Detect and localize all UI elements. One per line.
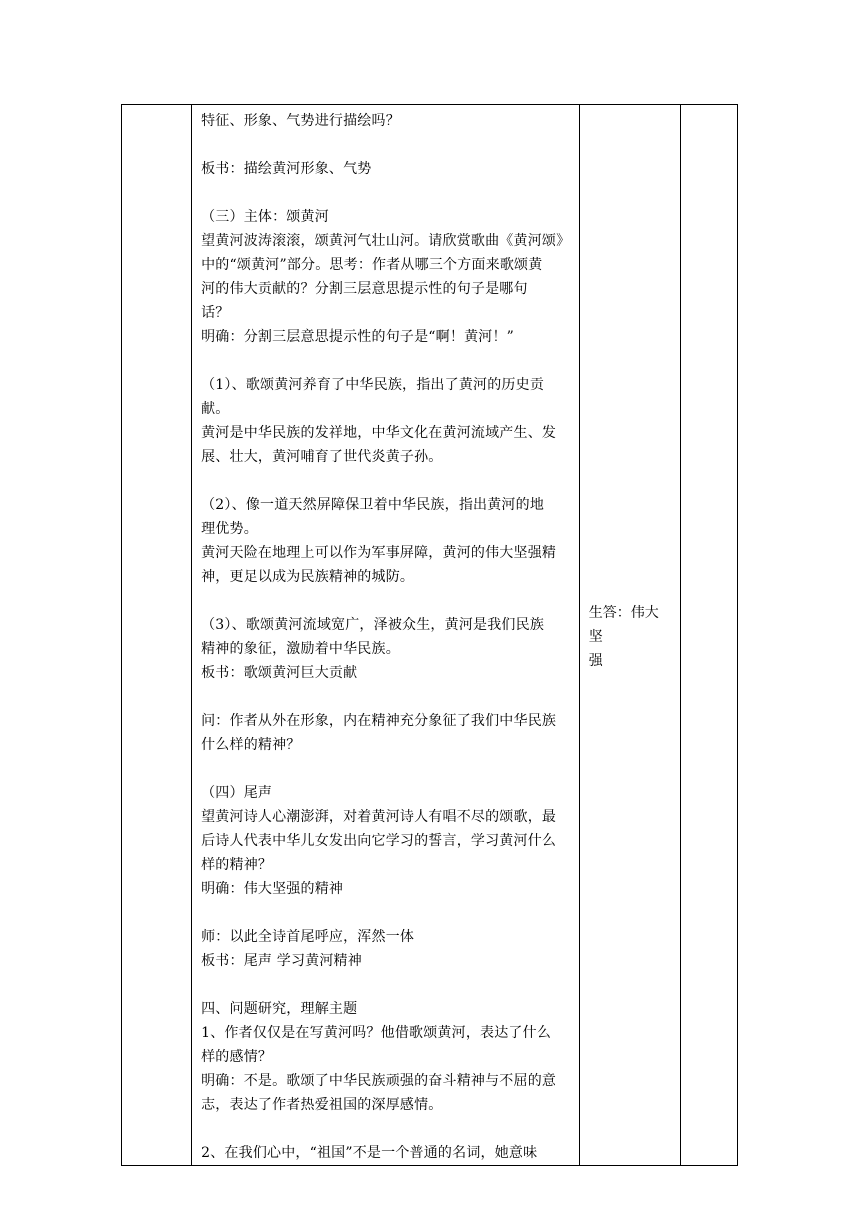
blank-line	[201, 349, 573, 373]
content-line: 1、作者仅仅是在写黄河吗？他借歌颂黄河，表达了什么	[201, 1025, 552, 1041]
student-answer-line: 生答：伟大坚	[588, 605, 659, 645]
blank-line	[201, 901, 573, 925]
blank-line	[201, 1117, 573, 1141]
blank-line	[201, 685, 573, 709]
content-line: 特征、形象、气势进行描绘吗？	[201, 113, 400, 129]
content-line: （2）、像一道天然屏障保卫着中华民族，指出黄河的地	[201, 497, 545, 513]
content-line: 献。	[201, 401, 230, 417]
content-line: 明确：分割三层意思提示性的句子是“啊！黄河！”	[201, 329, 515, 345]
content-line: 明确：不是。歌颂了中华民族顽强的奋斗精神与不屈的意	[201, 1073, 557, 1089]
content-line: 望黄河波涛滚滚，颂黄河气壮山河。请欣赏歌曲《黄河颂》	[201, 233, 571, 249]
content-line: 理优势。	[201, 521, 258, 537]
content-line: 师：以此全诗首尾呼应，浑然一体	[201, 929, 415, 945]
content-line: 后诗人代表中华儿女发出向它学习的誓言，学习黄河什么	[201, 833, 557, 849]
content-line: 样的精神？	[201, 857, 273, 873]
content-line: 话？	[201, 305, 230, 321]
student-answer-line: 强	[588, 653, 603, 669]
content-line: 展、壮大，黄河哺育了世代炎黄子孙。	[201, 449, 443, 465]
content-line: 明确：伟大坚强的精神	[201, 881, 344, 897]
content-line: 板书：歌颂黄河巨大贡献	[201, 665, 358, 681]
content-line: 板书：描绘黄河形象、气势	[201, 161, 372, 177]
section-heading: （三）主体：颂黄河	[201, 209, 329, 225]
content-line: 什么样的精神？	[201, 737, 301, 753]
content-line: 黄河是中华民族的发祥地，中华文化在黄河流域产生、发	[201, 425, 557, 441]
content-line: 志，表达了作者热爱祖国的深厚感情。	[201, 1097, 443, 1113]
blank-line	[201, 973, 573, 997]
content-line: 精神的象征，激励着中华民族。	[201, 641, 400, 657]
table-row	[122, 105, 738, 1166]
empty-right-cell	[680, 105, 737, 1166]
teaching-content-cell	[192, 105, 580, 1166]
content-line: 板书：尾声 学习黄河精神	[201, 953, 362, 969]
student-activity-cell	[579, 105, 680, 1166]
blank-line	[201, 181, 573, 205]
blank-line	[201, 133, 573, 157]
blank-line	[201, 589, 573, 613]
content-line: 望黄河诗人心潮澎湃，对着黄河诗人有唱不尽的颂歌，最	[201, 809, 557, 825]
content-line: （3）、歌颂黄河流域宽广，泽被众生，黄河是我们民族	[201, 617, 545, 633]
blank-line	[201, 469, 573, 493]
content-line: 黄河天险在地理上可以作为军事屏障，黄河的伟大坚强精	[201, 545, 557, 561]
content-line: 样的感情？	[201, 1049, 273, 1065]
content-line: 神，更足以成为民族精神的城防。	[201, 569, 415, 585]
section-heading: 四、问题研究，理解主题	[201, 1001, 358, 1017]
content-line: （1）、歌颂黄河养育了中华民族，指出了黄河的历史贡	[201, 377, 545, 393]
content-line: 河的伟大贡献的？分割三层意思提示性的句子是哪句	[201, 281, 528, 297]
blank-line	[201, 757, 573, 781]
lesson-plan-table	[121, 104, 738, 1166]
section-heading: （四）尾声	[201, 785, 273, 801]
empty-left-cell	[122, 105, 192, 1166]
content-line: 中的“颂黄河”部分。思考：作者从哪三个方面来歌颂黄	[201, 257, 543, 273]
content-line: 问：作者从外在形象，内在精神充分象征了我们中华民族	[201, 713, 557, 729]
content-line: 2、在我们心中，“祖国”不是一个普通的名词，她意味	[201, 1145, 538, 1161]
